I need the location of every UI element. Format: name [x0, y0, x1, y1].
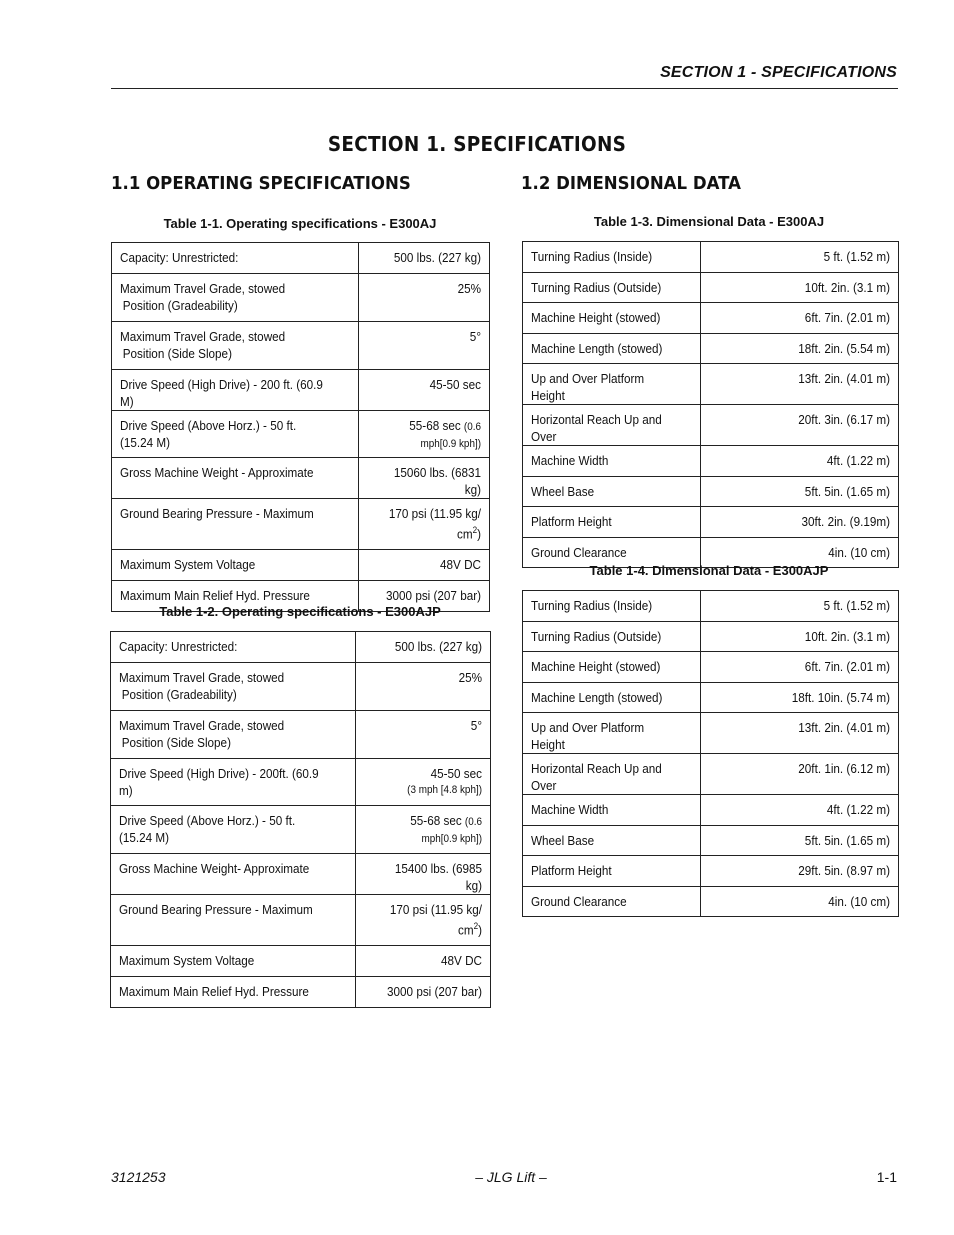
cell-line: mph[0.9 kph]) [420, 438, 481, 450]
spec-label [523, 364, 701, 405]
cell-line: Platform Height [531, 863, 612, 878]
cell-line: Drive Speed (High Drive) - 200 ft. (60.9 M) [120, 377, 323, 409]
table-row [111, 977, 491, 1008]
spec-label [523, 446, 701, 477]
table-1-4 [522, 590, 899, 917]
cell-line: Ground Bearing Pressure - Maximum [120, 506, 314, 521]
table-1-1 [111, 242, 490, 612]
spec-label [112, 499, 359, 550]
cell-line: Machine Height (stowed) [531, 659, 661, 674]
cell-line: Capacity: Unrestricted: [120, 250, 239, 265]
spec-label [523, 652, 701, 683]
cell-line: Capacity: Unrestricted: [119, 639, 238, 654]
cell-line: 170 psi (11.95 kg/ [388, 506, 481, 521]
cell-line: Up and Over Platform Height [531, 720, 645, 752]
cell-line: Drive Speed (Above Horz.) - 50 ft. (15.24 M) [120, 418, 297, 450]
table-row [112, 550, 490, 581]
cell-line: 48V DC [441, 953, 482, 968]
spec-label [112, 274, 359, 322]
spec-label [523, 826, 701, 856]
table-row [112, 458, 490, 499]
cell-line: 5° [470, 718, 482, 733]
cell-line: 4ft. (1.22 m) [826, 802, 890, 817]
cell-line: Turning Radius (Outside) [531, 629, 662, 644]
cell-line: 500 lbs. (227 kg) [394, 639, 482, 654]
table-1-2-caption: Table 1-2. Operating specifications - E300AJP [159, 604, 441, 619]
cell-line: Machine Height (stowed) [531, 310, 661, 325]
cell-line: 29ft. 5in. (8.97 m) [798, 863, 890, 878]
cell-line: 15060 lbs. (6831 kg) [393, 465, 481, 497]
table-row [523, 683, 899, 713]
subsection-title-dimensional: 1.2 DIMENSIONAL DATA [521, 173, 741, 194]
spec-label [523, 887, 701, 917]
spec-value [701, 856, 899, 887]
spec-value [701, 242, 899, 273]
cell-line: 5 ft. (1.52 m) [823, 598, 890, 613]
cell-line: Machine Width [531, 453, 609, 468]
table-1-3 [522, 241, 899, 568]
cell-line: 18ft. 10in. (5.74 m) [791, 690, 890, 705]
cell-line: 500 lbs. (227 kg) [393, 250, 481, 265]
cell-line: 5ft. 5in. (1.65 m) [804, 833, 890, 848]
spec-label [523, 591, 701, 622]
spec-label [523, 273, 701, 303]
spec-label [112, 411, 359, 458]
cell-line: Gross Machine Weight - Approximate [120, 465, 314, 480]
spec-value [356, 946, 491, 977]
spec-label [523, 405, 701, 446]
running-header: SECTION 1 - SPECIFICATIONS [660, 64, 897, 81]
cell-line: Position (Gradeability) [122, 298, 238, 313]
cell-line: (3 mph [4.8 kph]) [407, 784, 482, 796]
spec-value [356, 854, 491, 895]
cell-line: 4ft. (1.22 m) [826, 453, 890, 468]
spec-value [359, 411, 490, 458]
table-row [523, 477, 899, 507]
spec-label [523, 713, 701, 754]
table-row [112, 322, 490, 370]
cell-line: Machine Length (stowed) [531, 690, 663, 705]
spec-value [701, 405, 899, 446]
spec-label [112, 550, 359, 581]
cell-line: Up and Over Platform Height [531, 371, 645, 403]
cell-line: Gross Machine Weight- Approximate [119, 861, 310, 876]
table-row [523, 856, 899, 887]
cell-line: 3000 psi (207 bar) [386, 588, 481, 603]
cell-line: 6ft. 7in. (2.01 m) [804, 659, 890, 674]
spec-value [356, 711, 491, 759]
spec-label [523, 754, 701, 795]
spec-label [111, 854, 356, 895]
spec-label [111, 663, 356, 711]
table-1-2 [110, 631, 491, 1008]
spec-value [359, 458, 490, 499]
spec-value [701, 507, 899, 538]
spec-value [701, 334, 899, 364]
spec-value [701, 591, 899, 622]
cell-line: 45-50 sec [429, 377, 481, 392]
table-1-1-caption: Table 1-1. Operating specifications - E300AJ [163, 216, 437, 231]
table-row [523, 713, 899, 754]
cell-line: 18ft. 2in. (5.54 m) [798, 341, 890, 356]
cell-line: Drive Speed (Above Horz.) - 50 ft. (15.24 M) [119, 813, 296, 845]
table-row [112, 370, 490, 411]
footer-brand: – JLG Lift – [475, 1169, 547, 1185]
table-row [523, 754, 899, 795]
spec-value [359, 243, 490, 274]
table-row [523, 591, 899, 622]
spec-label [111, 806, 356, 854]
spec-value [356, 632, 491, 663]
table-1-3-caption: Table 1-3. Dimensional Data - E300AJ [593, 214, 825, 229]
cell-line: 20ft. 1in. (6.12 m) [798, 761, 890, 776]
table-row [112, 243, 490, 274]
table-row [111, 895, 491, 946]
cell-line: Wheel Base [531, 484, 595, 499]
cell-line: 3000 psi (207 bar) [387, 984, 482, 999]
document-number: 3121253 [111, 1169, 166, 1185]
table-row [112, 411, 490, 458]
table-row [111, 632, 491, 663]
spec-value [359, 274, 490, 322]
table-row [523, 405, 899, 446]
spec-value [701, 713, 899, 754]
spec-label [523, 334, 701, 364]
spec-label [523, 242, 701, 273]
cell-line: 15400 lbs. (6985 kg) [394, 861, 482, 893]
spec-value [701, 303, 899, 334]
cell-line: 13ft. 2in. (4.01 m) [798, 371, 890, 386]
cell-line: 30ft. 2in. (9.19m) [801, 514, 890, 529]
spec-value [701, 364, 899, 405]
cell-line: Position (Gradeability) [121, 687, 237, 702]
table-row [523, 242, 899, 273]
spec-label [523, 507, 701, 538]
spec-value [701, 477, 899, 507]
table-row [523, 826, 899, 856]
spec-label [111, 895, 356, 946]
cell-line: 170 psi (11.95 kg/ [389, 902, 482, 917]
cell-line: Machine Width [531, 802, 609, 817]
spec-value [701, 273, 899, 303]
cell-line: 45-50 sec [430, 766, 482, 781]
section-title: SECTION 1. SPECIFICATIONS [327, 132, 627, 156]
spec-label [112, 322, 359, 370]
cell-line: Maximum Main Relief Hyd. Pressure [119, 984, 309, 999]
cell-line: Ground Clearance [531, 894, 627, 909]
cell-line: 20ft. 3in. (6.17 m) [798, 412, 890, 427]
cell-line: 10ft. 2in. (3.1 m) [804, 280, 890, 295]
spec-label [523, 795, 701, 826]
cell-line: Turning Radius (Inside) [531, 598, 653, 613]
cell-line: Turning Radius (Outside) [531, 280, 662, 295]
table-row [523, 364, 899, 405]
table-row [523, 446, 899, 477]
table-row [523, 273, 899, 303]
cell-line: 13ft. 2in. (4.01 m) [798, 720, 890, 735]
cell-line: $cm^2$) [457, 921, 482, 938]
spec-value [359, 370, 490, 411]
spec-label [112, 370, 359, 411]
table-row [111, 806, 491, 854]
table-row [523, 507, 899, 538]
cell-line: Ground Clearance [531, 545, 627, 560]
cell-line: 5° [469, 329, 481, 344]
spec-label [111, 977, 356, 1008]
cell-line: Maximum Main Relief Hyd. Pressure [120, 588, 310, 603]
spec-label [523, 622, 701, 652]
spec-value [356, 977, 491, 1008]
spec-value [701, 754, 899, 795]
cell-line: 5 ft. (1.52 m) [823, 249, 890, 264]
cell-line: 4in. (10 cm) [828, 545, 890, 560]
spec-label [112, 243, 359, 274]
spec-value [356, 759, 491, 806]
cell-line: Turning Radius (Inside) [531, 249, 653, 264]
table-row [523, 887, 899, 917]
table-row [111, 711, 491, 759]
spec-value [356, 806, 491, 854]
table-row [523, 795, 899, 826]
spec-label [523, 856, 701, 887]
spec-label [111, 759, 356, 806]
spec-value [359, 322, 490, 370]
spec-value [356, 663, 491, 711]
cell-line: Machine Length (stowed) [531, 341, 663, 356]
spec-value [701, 622, 899, 652]
spec-value [701, 446, 899, 477]
spec-value [701, 887, 899, 917]
spec-value [701, 652, 899, 683]
spec-label [523, 683, 701, 713]
table-row [112, 274, 490, 322]
table-1-4-caption: Table 1-4. Dimensional Data - E300AJP [589, 563, 829, 578]
subsection-title-operating: 1.1 OPERATING SPECIFICATIONS [111, 173, 411, 194]
cell-line: Maximum System Voltage [119, 953, 255, 968]
cell-line: 25% [457, 281, 481, 296]
cell-line: Wheel Base [531, 833, 595, 848]
cell-line: Ground Bearing Pressure - Maximum [119, 902, 313, 917]
cell-line: Position (Side Slope) [122, 346, 232, 361]
cell-line: 25% [458, 670, 482, 685]
cell-line: Position (Side Slope) [121, 735, 231, 750]
spec-value [701, 683, 899, 713]
cell-line: Platform Height [531, 514, 612, 529]
page-number: 1-1 [876, 1169, 897, 1185]
cell-line: 48V DC [440, 557, 481, 572]
spec-label [111, 946, 356, 977]
cell-line: 55-68 sec (0.6 [409, 418, 481, 433]
cell-line: mph[0.9 kph]) [421, 833, 482, 845]
spec-value [359, 499, 490, 550]
table-row [112, 499, 490, 550]
cell-line: Maximum Travel Grade, stowed [119, 718, 285, 733]
table-row [111, 663, 491, 711]
table-row [111, 759, 491, 806]
table-row [111, 854, 491, 895]
spec-value [356, 895, 491, 946]
cell-line: 6ft. 7in. (2.01 m) [804, 310, 890, 325]
cell-line: Horizontal Reach Up and Over [531, 412, 662, 444]
spec-label [111, 632, 356, 663]
cell-line: 5ft. 5in. (1.65 m) [804, 484, 890, 499]
spec-label [111, 711, 356, 759]
cell-line: 4in. (10 cm) [828, 894, 890, 909]
cell-line: 10ft. 2in. (3.1 m) [804, 629, 890, 644]
spec-value [701, 795, 899, 826]
table-row [523, 652, 899, 683]
table-row [111, 946, 491, 977]
spec-value [359, 550, 490, 581]
cell-line: Maximum Travel Grade, stowed [120, 281, 286, 296]
cell-line: Maximum Travel Grade, stowed [120, 329, 286, 344]
cell-line: 55-68 sec (0.6 [410, 813, 482, 828]
cell-line: Horizontal Reach Up and Over [531, 761, 662, 793]
spec-label [523, 303, 701, 334]
cell-line: Maximum Travel Grade, stowed [119, 670, 285, 685]
cell-line: Maximum System Voltage [120, 557, 256, 572]
cell-line: Drive Speed (High Drive) - 200ft. (60.9 m) [119, 766, 319, 798]
cell-line: $cm^2$) [456, 525, 481, 542]
header-rule [111, 88, 898, 89]
spec-label [523, 477, 701, 507]
table-row [523, 303, 899, 334]
table-row [523, 334, 899, 364]
spec-label [112, 458, 359, 499]
spec-value [701, 826, 899, 856]
table-row [523, 622, 899, 652]
